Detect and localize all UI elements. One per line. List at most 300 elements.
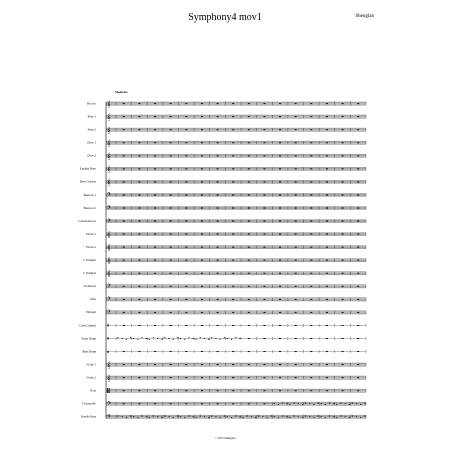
rest [310, 299, 312, 300]
rest [342, 129, 344, 130]
rest [232, 286, 234, 287]
rest [201, 286, 203, 287]
rest [217, 116, 219, 117]
note [146, 416, 147, 417]
rest [326, 142, 328, 143]
rest [201, 234, 203, 235]
rest [185, 286, 187, 287]
note [200, 416, 201, 417]
clef-icon: 𝄞 [107, 166, 111, 174]
rest [357, 181, 359, 182]
rest [295, 155, 297, 156]
rest [217, 221, 219, 222]
clef-icon: 𝄞 [107, 139, 111, 147]
rest [295, 194, 297, 195]
rest [123, 390, 125, 391]
rest [295, 221, 297, 222]
rest [217, 155, 219, 156]
rest [263, 377, 265, 378]
note [227, 416, 228, 417]
rest [310, 260, 312, 261]
note [117, 416, 118, 417]
rest [170, 403, 172, 404]
rest [357, 377, 359, 378]
rest [154, 325, 156, 326]
rest [154, 129, 156, 130]
clef-icon: 𝄢 [107, 205, 111, 213]
rest [357, 286, 359, 287]
rest [263, 194, 265, 195]
rest [138, 208, 140, 209]
rest [357, 351, 359, 352]
note [258, 416, 259, 417]
rest [123, 325, 125, 326]
rest [185, 403, 187, 404]
note [313, 417, 314, 418]
note [184, 339, 185, 340]
rest [279, 194, 281, 195]
rest [279, 181, 281, 182]
rest [232, 103, 234, 104]
clef-icon: 𝄞 [107, 113, 111, 121]
clef-icon: 𝄢 [107, 309, 111, 317]
rest [217, 325, 219, 326]
rest [217, 364, 219, 365]
note [239, 416, 240, 417]
note [235, 416, 236, 417]
rest [154, 377, 156, 378]
note [130, 416, 131, 417]
rest [326, 103, 328, 104]
rest [310, 181, 312, 182]
rest [232, 247, 234, 248]
rest [357, 129, 359, 130]
note [360, 404, 361, 405]
rest [279, 390, 281, 391]
rest [123, 208, 125, 209]
staff-label: C Trumpet [83, 258, 96, 262]
rest [185, 234, 187, 235]
note [219, 339, 220, 340]
rest [138, 403, 140, 404]
rest [248, 273, 250, 274]
note [173, 417, 174, 418]
rest [201, 299, 203, 300]
rest [201, 403, 203, 404]
rest [170, 234, 172, 235]
rest [326, 390, 328, 391]
rest [342, 364, 344, 365]
rest [295, 234, 297, 235]
rest [295, 377, 297, 378]
rest [263, 116, 265, 117]
rest [232, 390, 234, 391]
clef-icon: 𝄢 [107, 296, 111, 304]
note [336, 417, 337, 418]
rest [263, 260, 265, 261]
rest [232, 208, 234, 209]
rest [248, 364, 250, 365]
rest [232, 168, 234, 169]
rest [217, 103, 219, 104]
note [146, 338, 147, 339]
rest [342, 299, 344, 300]
rest [201, 273, 203, 274]
rest [279, 351, 281, 352]
rest [154, 260, 156, 261]
note [164, 416, 165, 417]
note [215, 338, 216, 339]
rest [342, 325, 344, 326]
rest [201, 155, 203, 156]
note [161, 417, 162, 418]
rest [326, 129, 328, 130]
note [168, 338, 169, 339]
rest [263, 181, 265, 182]
rest [342, 247, 344, 248]
rest [279, 208, 281, 209]
rest [357, 168, 359, 169]
rest [248, 155, 250, 156]
rest [279, 155, 281, 156]
rest [295, 325, 297, 326]
rest [217, 260, 219, 261]
rest [342, 390, 344, 391]
note [231, 417, 232, 418]
rest [185, 181, 187, 182]
note [247, 416, 248, 417]
rest [232, 221, 234, 222]
rest [123, 181, 125, 182]
rest [248, 351, 250, 352]
rest [123, 351, 125, 352]
rest [279, 247, 281, 248]
rest [185, 377, 187, 378]
rest [295, 390, 297, 391]
rest [295, 103, 297, 104]
note [266, 417, 267, 418]
rest [342, 338, 344, 339]
rest [123, 364, 125, 365]
rest [342, 377, 344, 378]
rest [217, 194, 219, 195]
note [309, 403, 310, 404]
rest [217, 129, 219, 130]
rest [138, 351, 140, 352]
rest [217, 299, 219, 300]
rest [342, 221, 344, 222]
rest [295, 129, 297, 130]
rest [138, 142, 140, 143]
note [349, 417, 350, 418]
rest [154, 299, 156, 300]
rest [154, 403, 156, 404]
rest [185, 351, 187, 352]
rest [310, 312, 312, 313]
note [149, 417, 150, 418]
rest [170, 247, 172, 248]
rest [232, 142, 234, 143]
rest [232, 325, 234, 326]
rest [232, 129, 234, 130]
rest [138, 155, 140, 156]
rest [357, 116, 359, 117]
rest [217, 234, 219, 235]
rest [326, 273, 328, 274]
rest [295, 116, 297, 117]
note [208, 417, 209, 418]
rest [342, 351, 344, 352]
rest [295, 312, 297, 313]
rest [326, 221, 328, 222]
note [137, 417, 138, 418]
rest [123, 116, 125, 117]
rest [185, 325, 187, 326]
rest [170, 364, 172, 365]
note [117, 337, 118, 338]
rest [201, 103, 203, 104]
rest [326, 260, 328, 261]
rest [279, 260, 281, 261]
rest [185, 155, 187, 156]
rest [154, 168, 156, 169]
note [126, 339, 127, 340]
rest [310, 221, 312, 222]
staff-label: Oboe 1 [87, 140, 96, 145]
rest [263, 338, 265, 339]
rest [138, 247, 140, 248]
note [352, 402, 353, 403]
note [122, 338, 123, 339]
staff-label: Double Bass [80, 414, 96, 419]
rest [295, 260, 297, 261]
rest [217, 312, 219, 313]
clef-icon: 𝄡 [107, 387, 111, 395]
rest [357, 155, 359, 156]
rest [357, 364, 359, 365]
rest [279, 338, 281, 339]
note [320, 403, 321, 404]
rest [154, 247, 156, 248]
rest [263, 234, 265, 235]
rest [201, 351, 203, 352]
rest [217, 377, 219, 378]
staff-label: Trombone [83, 284, 96, 289]
note [188, 416, 189, 417]
rest [201, 390, 203, 391]
rest [279, 286, 281, 287]
rest [170, 129, 172, 130]
clef-icon: 𝄞 [107, 244, 111, 252]
note [242, 417, 243, 418]
rest [217, 273, 219, 274]
note [192, 416, 193, 417]
rest [342, 181, 344, 182]
rest [263, 364, 265, 365]
rest [310, 351, 312, 352]
clef-icon: 𝄞 [107, 153, 111, 160]
clef-icon: 𝄢 [107, 414, 111, 421]
rest [232, 364, 234, 365]
note [317, 402, 318, 403]
staff-label: Flute 1 [87, 114, 96, 119]
rest [357, 221, 359, 222]
note [271, 416, 272, 417]
rest [279, 142, 281, 143]
rest [154, 351, 156, 352]
note [231, 339, 232, 340]
note [188, 337, 189, 338]
note [325, 404, 326, 405]
rest [248, 390, 250, 391]
rest [138, 377, 140, 378]
note [184, 417, 185, 418]
rest [357, 234, 359, 235]
rest [326, 325, 328, 326]
rest [295, 286, 297, 287]
note [286, 403, 287, 404]
rest [217, 351, 219, 352]
note [168, 416, 169, 417]
rest [248, 312, 250, 313]
rest [326, 286, 328, 287]
rest [248, 103, 250, 104]
rest [357, 142, 359, 143]
rest [248, 181, 250, 182]
rest [326, 181, 328, 182]
note [336, 404, 337, 405]
rest [295, 208, 297, 209]
note [344, 416, 345, 417]
rest [170, 116, 172, 117]
note [340, 416, 341, 417]
rest [123, 260, 125, 261]
note [161, 339, 162, 340]
rest [310, 325, 312, 326]
rest [342, 142, 344, 143]
note [298, 416, 299, 417]
rest [201, 142, 203, 143]
rest [185, 116, 187, 117]
clef-icon: 𝄥 [107, 322, 109, 330]
note [262, 416, 263, 417]
rest [326, 155, 328, 156]
rest [295, 247, 297, 248]
composer-name: Shenglan [355, 14, 374, 19]
rest [232, 273, 234, 274]
rest [279, 364, 281, 365]
staff-label: Violin 1 [86, 362, 96, 367]
rest [154, 194, 156, 195]
rest [248, 286, 250, 287]
rest [185, 142, 187, 143]
rest [123, 312, 125, 313]
rest [201, 364, 203, 365]
note [211, 416, 212, 417]
rest [279, 377, 281, 378]
note [141, 337, 142, 338]
clef-icon: 𝄢 [107, 400, 111, 408]
rest [170, 377, 172, 378]
clef-icon: 𝄢 [107, 218, 111, 226]
rest [342, 273, 344, 274]
rest [263, 351, 265, 352]
rest [342, 234, 344, 235]
rest [357, 325, 359, 326]
note [320, 416, 321, 417]
rest [326, 116, 328, 117]
clef-icon: 𝄞 [107, 179, 111, 187]
note [141, 416, 142, 417]
rest [326, 364, 328, 365]
rest [342, 168, 344, 169]
clef-icon: 𝄥 [107, 335, 109, 343]
rest [170, 103, 172, 104]
rest [138, 273, 140, 274]
note [157, 416, 158, 417]
rest [217, 247, 219, 248]
rest [310, 155, 312, 156]
rest [263, 325, 265, 326]
rest [138, 260, 140, 261]
rest [326, 377, 328, 378]
rest [138, 168, 140, 169]
rest [326, 351, 328, 352]
rest [170, 351, 172, 352]
rest [263, 142, 265, 143]
rest [185, 273, 187, 274]
rest [123, 377, 125, 378]
note [224, 416, 225, 417]
rest [154, 116, 156, 117]
rest [295, 181, 297, 182]
rest [342, 312, 344, 313]
note [239, 338, 240, 339]
note [157, 338, 158, 339]
rest [170, 181, 172, 182]
staff-label: Horns 2 [86, 244, 96, 249]
note [211, 337, 212, 338]
staff-label: Horns 1 [86, 231, 96, 236]
rest [201, 221, 203, 222]
rest [217, 208, 219, 209]
staff-label: Bassoon 2 [83, 205, 96, 210]
rest [326, 194, 328, 195]
rest [279, 325, 281, 326]
note [251, 416, 252, 417]
rest [263, 129, 265, 130]
rest [123, 155, 125, 156]
rest [123, 299, 125, 300]
rest [232, 194, 234, 195]
rest [263, 273, 265, 274]
staff-label: Tuba [89, 297, 96, 302]
rest [248, 221, 250, 222]
rest [123, 168, 125, 169]
rest [201, 208, 203, 209]
staff-label: Oboe 2 [87, 153, 96, 158]
rest [185, 260, 187, 261]
rest [185, 168, 187, 169]
rest [201, 377, 203, 378]
rest [123, 403, 125, 404]
rest [138, 116, 140, 117]
rest [310, 286, 312, 287]
rest [263, 208, 265, 209]
note [149, 339, 150, 340]
rest [248, 299, 250, 300]
staff-label: Violoncello [82, 401, 96, 406]
